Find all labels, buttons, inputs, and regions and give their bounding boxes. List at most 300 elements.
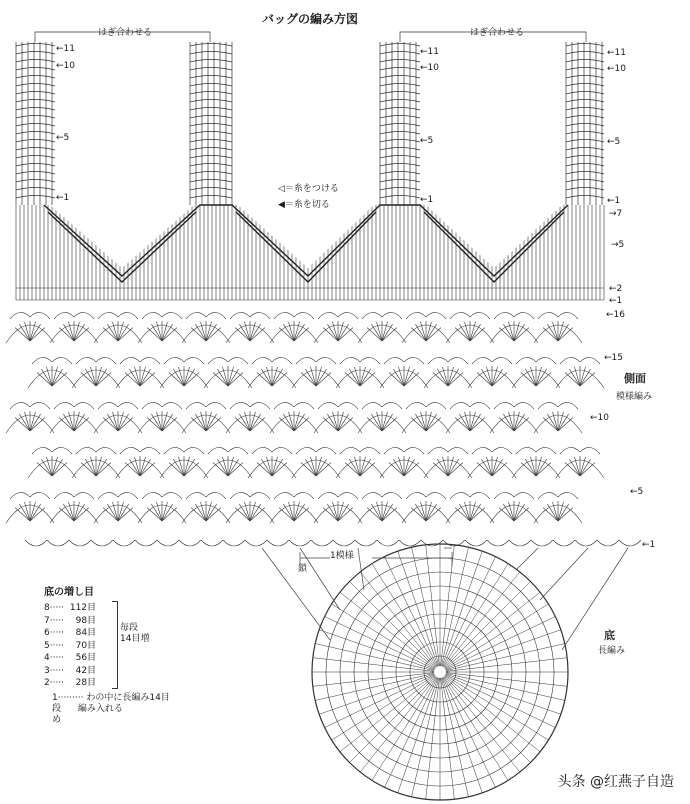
chain-loop — [470, 312, 490, 319]
increase-table-heading: 底の増し目 — [44, 587, 94, 598]
chain-loop — [118, 312, 138, 319]
fan-stitch — [508, 412, 514, 431]
circle-spoke — [445, 675, 555, 728]
fan-stitch — [228, 367, 234, 386]
chain-loop — [426, 312, 446, 319]
fan-stitch — [112, 412, 118, 431]
fan-stitch — [90, 457, 96, 476]
edge-scallop — [553, 540, 575, 546]
fan-stitch — [228, 457, 234, 476]
fan-stitch — [338, 502, 344, 521]
fan-stitch — [574, 457, 580, 476]
edge-scallop — [465, 540, 487, 546]
increase-row — [44, 615, 264, 628]
fan-stitch — [68, 412, 74, 431]
fan-stitch — [266, 457, 272, 476]
chain-loop — [162, 492, 182, 499]
fan-stitch — [316, 457, 322, 476]
circle-spoke — [446, 658, 567, 672]
fan-stitch — [222, 457, 228, 476]
fan-stitch — [244, 412, 250, 431]
fan-stitch — [222, 367, 228, 386]
chain-loop — [514, 312, 534, 319]
chain-loop — [140, 447, 160, 454]
chain-loop — [516, 447, 536, 454]
fan-stitch — [536, 457, 542, 476]
edge-scallop — [619, 540, 641, 546]
chain-loop — [316, 357, 336, 364]
guide-line — [540, 548, 588, 600]
edge-row-11: ←11 — [607, 48, 626, 58]
increase-table — [44, 583, 264, 725]
fan-stitch — [266, 367, 272, 386]
chain-loop — [538, 312, 558, 319]
chain-loop — [30, 402, 50, 409]
fan-stitch — [96, 457, 102, 476]
fan-stitch — [156, 412, 162, 431]
increase-row — [44, 627, 264, 640]
edge-scallop — [113, 540, 135, 546]
chain-loop — [516, 357, 536, 364]
chain-loop — [118, 492, 138, 499]
right-row-11: ←11 — [420, 47, 439, 57]
chain-loop — [76, 357, 96, 364]
chain-loop — [580, 357, 600, 364]
diagram-title: バッグの編み方図 — [262, 12, 359, 26]
legend-attach: ◁＝糸をつける — [278, 184, 339, 194]
chain-loop — [514, 492, 534, 499]
chain-loop — [30, 312, 50, 319]
increase-row-number: 4 — [44, 653, 50, 663]
fan-stitch — [206, 412, 212, 431]
fan-stitch — [118, 412, 124, 431]
fan-stitch — [288, 322, 294, 341]
leader-dots: ····· — [49, 653, 65, 663]
leader-dots: ····· — [49, 665, 65, 676]
fan-stitch — [134, 367, 140, 386]
chain-loop — [252, 447, 272, 454]
chain-loop — [494, 312, 514, 319]
circle-spoke — [325, 675, 435, 728]
chain-loop — [338, 312, 358, 319]
fan-stitch — [250, 412, 256, 431]
increase-row-number: 6 — [44, 628, 50, 638]
chain-loop — [252, 357, 272, 364]
circle-spoke — [349, 581, 435, 667]
increase-row-count: 42目 — [75, 665, 97, 676]
chain-loop — [164, 357, 184, 364]
chain-loop — [318, 402, 338, 409]
edge-scallop — [377, 540, 399, 546]
circle-spoke — [313, 673, 434, 687]
attach-symbol-icon: ◁ — [278, 184, 285, 194]
chain-loop — [272, 447, 292, 454]
chain-loop — [426, 492, 446, 499]
increase-row-count: 28目 — [75, 678, 97, 688]
fan-stitch — [486, 367, 492, 386]
chain-loop — [492, 447, 512, 454]
chain-loop — [296, 447, 316, 454]
chain-loop — [296, 357, 316, 364]
fan-stitch — [24, 502, 30, 521]
fan-stitch — [470, 322, 476, 341]
chain-loop — [186, 492, 206, 499]
circle-spoke — [426, 545, 440, 666]
chain-loop — [558, 492, 578, 499]
edge-row-2: ←2 — [609, 284, 623, 294]
edge-scallop — [135, 540, 157, 546]
fan-stitch — [140, 457, 146, 476]
fan-stitch — [52, 457, 58, 476]
chain-loop — [120, 447, 140, 454]
leader-dots: ····· — [49, 640, 65, 651]
chain-loop — [184, 357, 204, 364]
fan-stitch — [420, 412, 426, 431]
fan-stitch — [156, 322, 162, 341]
left-row-10: ←10 — [56, 61, 75, 71]
fan-stitch — [514, 412, 520, 431]
bottom-circle-diagram — [312, 544, 568, 800]
chain-loop — [10, 402, 30, 409]
fan-stitch — [140, 367, 146, 386]
fan-stitch — [574, 367, 580, 386]
circle-spoke — [349, 676, 435, 762]
fan-stitch — [448, 367, 454, 386]
fan-stitch — [508, 502, 514, 521]
chain-loop — [54, 492, 74, 499]
chain-loop — [206, 492, 226, 499]
edge-scallop — [201, 540, 223, 546]
fan-stitch — [184, 367, 190, 386]
chain-loop — [274, 492, 294, 499]
chain-loop — [558, 312, 578, 319]
fan-stitch — [426, 412, 432, 431]
increase-row-number: 2 — [44, 678, 50, 688]
fan-stitch — [464, 502, 470, 521]
fan-stitch — [376, 322, 382, 341]
legend-cut: ◀＝糸を切る — [278, 200, 330, 210]
right-row-1: ←1 — [420, 195, 434, 205]
fan-stitch — [332, 502, 338, 521]
chain-loop — [450, 492, 470, 499]
chain-loop — [538, 492, 558, 499]
chain-loop — [52, 357, 72, 364]
edge-scallop — [267, 540, 289, 546]
chain-loop — [142, 492, 162, 499]
fan-stitch — [580, 457, 586, 476]
fan-stitch — [288, 412, 294, 431]
chain-loop — [30, 492, 50, 499]
fan-stitch — [30, 322, 36, 341]
chain-loop — [274, 402, 294, 409]
edge-row-7: →7 — [609, 209, 623, 219]
chain-loop — [406, 402, 426, 409]
side-row-15: ←15 — [604, 353, 623, 363]
circle-spoke — [441, 678, 455, 799]
chain-loop — [428, 447, 448, 454]
fan-stitch — [492, 367, 498, 386]
chain-loop — [120, 357, 140, 364]
fan-stitch — [250, 322, 256, 341]
fan-stitch — [382, 412, 388, 431]
edge-scallop — [289, 540, 311, 546]
chain-loop — [10, 312, 30, 319]
chain-loop — [32, 447, 52, 454]
edge-row-10: ←10 — [607, 64, 626, 74]
fan-stitch — [250, 502, 256, 521]
fan-stitch — [536, 367, 542, 386]
fan-stitch — [492, 457, 498, 476]
guide-line — [516, 548, 538, 570]
chain-loop — [494, 402, 514, 409]
fan-stitch — [46, 367, 52, 386]
fan-stitch — [178, 457, 184, 476]
increase-row — [44, 652, 264, 665]
increase-row-count: 98目 — [75, 615, 97, 626]
fan-stitch — [442, 367, 448, 386]
v-interior — [426, 205, 562, 268]
increase-row-number: 5 — [44, 640, 50, 651]
fan-stitch — [486, 457, 492, 476]
circle-spoke — [444, 581, 530, 667]
fan-stitch — [558, 412, 564, 431]
increase-row-count: 84目 — [75, 628, 97, 638]
bracket-note: 毎段 14目増 — [120, 623, 150, 644]
increase-table-rows — [44, 602, 264, 690]
chain-loop — [294, 402, 314, 409]
chain-loop — [340, 357, 360, 364]
edge-scallop — [355, 540, 377, 546]
fan-stitch — [272, 457, 278, 476]
chain-loop — [338, 492, 358, 499]
bracket — [112, 601, 118, 689]
side-label: 側面 — [624, 372, 646, 385]
chain-loop — [384, 447, 404, 454]
edge-scallop — [575, 540, 597, 546]
fan-stitch — [404, 367, 410, 386]
chain-loop — [250, 492, 270, 499]
fan-stitch — [90, 367, 96, 386]
seam-label-right: はぎ合わせる — [470, 28, 525, 38]
chain-loop — [74, 402, 94, 409]
circle-spoke — [384, 557, 437, 667]
watermark: 头条 @红燕子自造 — [554, 770, 678, 792]
circle-spoke — [445, 616, 555, 669]
v-interior — [238, 205, 374, 268]
fan-stitch — [508, 322, 514, 341]
edge-scallop — [399, 540, 421, 546]
chain-loop — [54, 402, 74, 409]
chain-loop — [76, 447, 96, 454]
edge-scallop — [487, 540, 509, 546]
edge-scallop — [157, 540, 179, 546]
fan-stitch — [514, 502, 520, 521]
chain-loop — [228, 357, 248, 364]
chain-loop — [208, 357, 228, 364]
chain-loop — [162, 312, 182, 319]
side-row-16: ←16 — [606, 310, 625, 320]
chain-loop — [492, 357, 512, 364]
chain-loop — [558, 402, 578, 409]
chain-loop — [494, 492, 514, 499]
edge-row-1b: ←1 — [609, 296, 623, 306]
fan-stitch — [382, 322, 388, 341]
start-chain-mark: 鎖 — [298, 564, 308, 574]
fan-stitch — [156, 502, 162, 521]
row1-note-2: 段 編み入れる — [52, 704, 123, 714]
guide-line — [562, 548, 628, 650]
edge-row-5b: →5 — [611, 240, 625, 250]
fan-stitch — [382, 502, 388, 521]
chain-loop — [294, 492, 314, 499]
chain-loop — [98, 492, 118, 499]
chain-loop — [164, 447, 184, 454]
fan-stitch — [552, 502, 558, 521]
chain-loop — [382, 402, 402, 409]
circle-spoke — [426, 678, 440, 799]
chain-loop — [98, 402, 118, 409]
chain-loop — [362, 492, 382, 499]
fan-stitch — [398, 367, 404, 386]
chain-loop — [10, 492, 30, 499]
fan-stitch — [206, 502, 212, 521]
left-row-11: ←11 — [56, 44, 75, 54]
chain-loop — [382, 312, 402, 319]
chain-loop — [428, 357, 448, 364]
leader-dots: ····· — [49, 678, 65, 688]
chain-loop — [272, 357, 292, 364]
fan-stitch — [184, 457, 190, 476]
fan-stitch — [354, 367, 360, 386]
fan-stitch — [24, 412, 30, 431]
leader-dots: ····· — [49, 615, 65, 626]
chain-loop — [250, 312, 270, 319]
fan-stitch — [200, 412, 206, 431]
chain-loop — [404, 357, 424, 364]
fan-stitch — [426, 322, 432, 341]
fan-stitch — [376, 412, 382, 431]
chain-loop — [318, 312, 338, 319]
chain-loop — [228, 447, 248, 454]
right-row-10: ←10 — [420, 63, 439, 73]
fan-stitch — [294, 322, 300, 341]
leader-dots: ····· — [49, 603, 65, 613]
fan-stitch — [244, 322, 250, 341]
edge-scallop — [245, 540, 267, 546]
fan-stitch — [244, 502, 250, 521]
chain-loop — [362, 312, 382, 319]
fan-stitch — [360, 457, 366, 476]
chain-loop — [450, 402, 470, 409]
fan-stitch — [52, 367, 58, 386]
chain-loop — [96, 357, 116, 364]
fan-stitch — [404, 457, 410, 476]
left-row-5: ←5 — [56, 133, 70, 143]
side-lace-pattern — [6, 312, 644, 546]
v-shape-outline — [44, 205, 568, 282]
fan-stitch — [30, 412, 36, 431]
edge-scallop — [91, 540, 113, 546]
chain-loop — [52, 447, 72, 454]
row1-note: 1········· わの中に長編み14目 — [52, 693, 170, 703]
fan-stitch — [530, 367, 536, 386]
fan-stitch — [118, 322, 124, 341]
fan-stitch — [134, 457, 140, 476]
chain-loop — [230, 402, 250, 409]
fan-stitch — [398, 457, 404, 476]
fan-stitch — [316, 367, 322, 386]
fan-stitch — [96, 367, 102, 386]
fan-stitch — [448, 457, 454, 476]
edge-scallop — [47, 540, 69, 546]
fan-stitch — [112, 322, 118, 341]
fan-stitch — [442, 457, 448, 476]
chain-loop — [472, 357, 492, 364]
chain-loop — [560, 447, 580, 454]
chain-loop — [404, 447, 424, 454]
fan-stitch — [310, 457, 316, 476]
side-row-1: ←1 — [642, 540, 656, 550]
chain-loop — [294, 312, 314, 319]
fan-stitch — [420, 322, 426, 341]
chain-loop — [384, 357, 404, 364]
bottom-label: 底 — [604, 629, 615, 642]
fan-stitch — [470, 502, 476, 521]
increase-row — [44, 677, 264, 690]
guide-line — [262, 548, 330, 640]
chain-loop — [536, 447, 556, 454]
chain-loop — [450, 312, 470, 319]
chain-loop — [206, 312, 226, 319]
repeat-label: 1模様 — [330, 551, 354, 561]
chain-loop — [406, 492, 426, 499]
seam-label-left: はぎ合わせる — [98, 28, 153, 38]
chain-loop — [448, 447, 468, 454]
chain-loop — [184, 447, 204, 454]
chain-loop — [142, 402, 162, 409]
fan-stitch — [464, 412, 470, 431]
strap-stitch-columns — [16, 32, 604, 205]
chain-loop — [140, 357, 160, 364]
fan-stitch — [530, 457, 536, 476]
chain-loop — [538, 402, 558, 409]
increase-row-number: 3 — [44, 665, 50, 676]
fan-stitch — [162, 502, 168, 521]
circle-spoke — [325, 616, 435, 669]
edge-scallop — [223, 540, 245, 546]
fan-stitch — [294, 502, 300, 521]
fan-stitch — [354, 457, 360, 476]
chain-loop — [74, 492, 94, 499]
chain-loop — [560, 357, 580, 364]
edge-scallop — [69, 540, 91, 546]
edge-scallop — [311, 540, 333, 546]
fan-stitch — [74, 322, 80, 341]
fan-stitch — [200, 502, 206, 521]
left-row-1: ←1 — [56, 193, 70, 203]
right-row-5: ←5 — [420, 136, 434, 146]
chain-loop — [360, 447, 380, 454]
increase-row-count: 112目 — [69, 603, 97, 613]
edge-scallop — [531, 540, 553, 546]
chain-loop — [186, 402, 206, 409]
edge-scallop — [509, 540, 531, 546]
chain-loop — [318, 492, 338, 499]
chain-loop — [230, 312, 250, 319]
increase-row-number: 7 — [44, 615, 50, 626]
side-row-5: ←5 — [630, 487, 644, 497]
fan-stitch — [332, 322, 338, 341]
